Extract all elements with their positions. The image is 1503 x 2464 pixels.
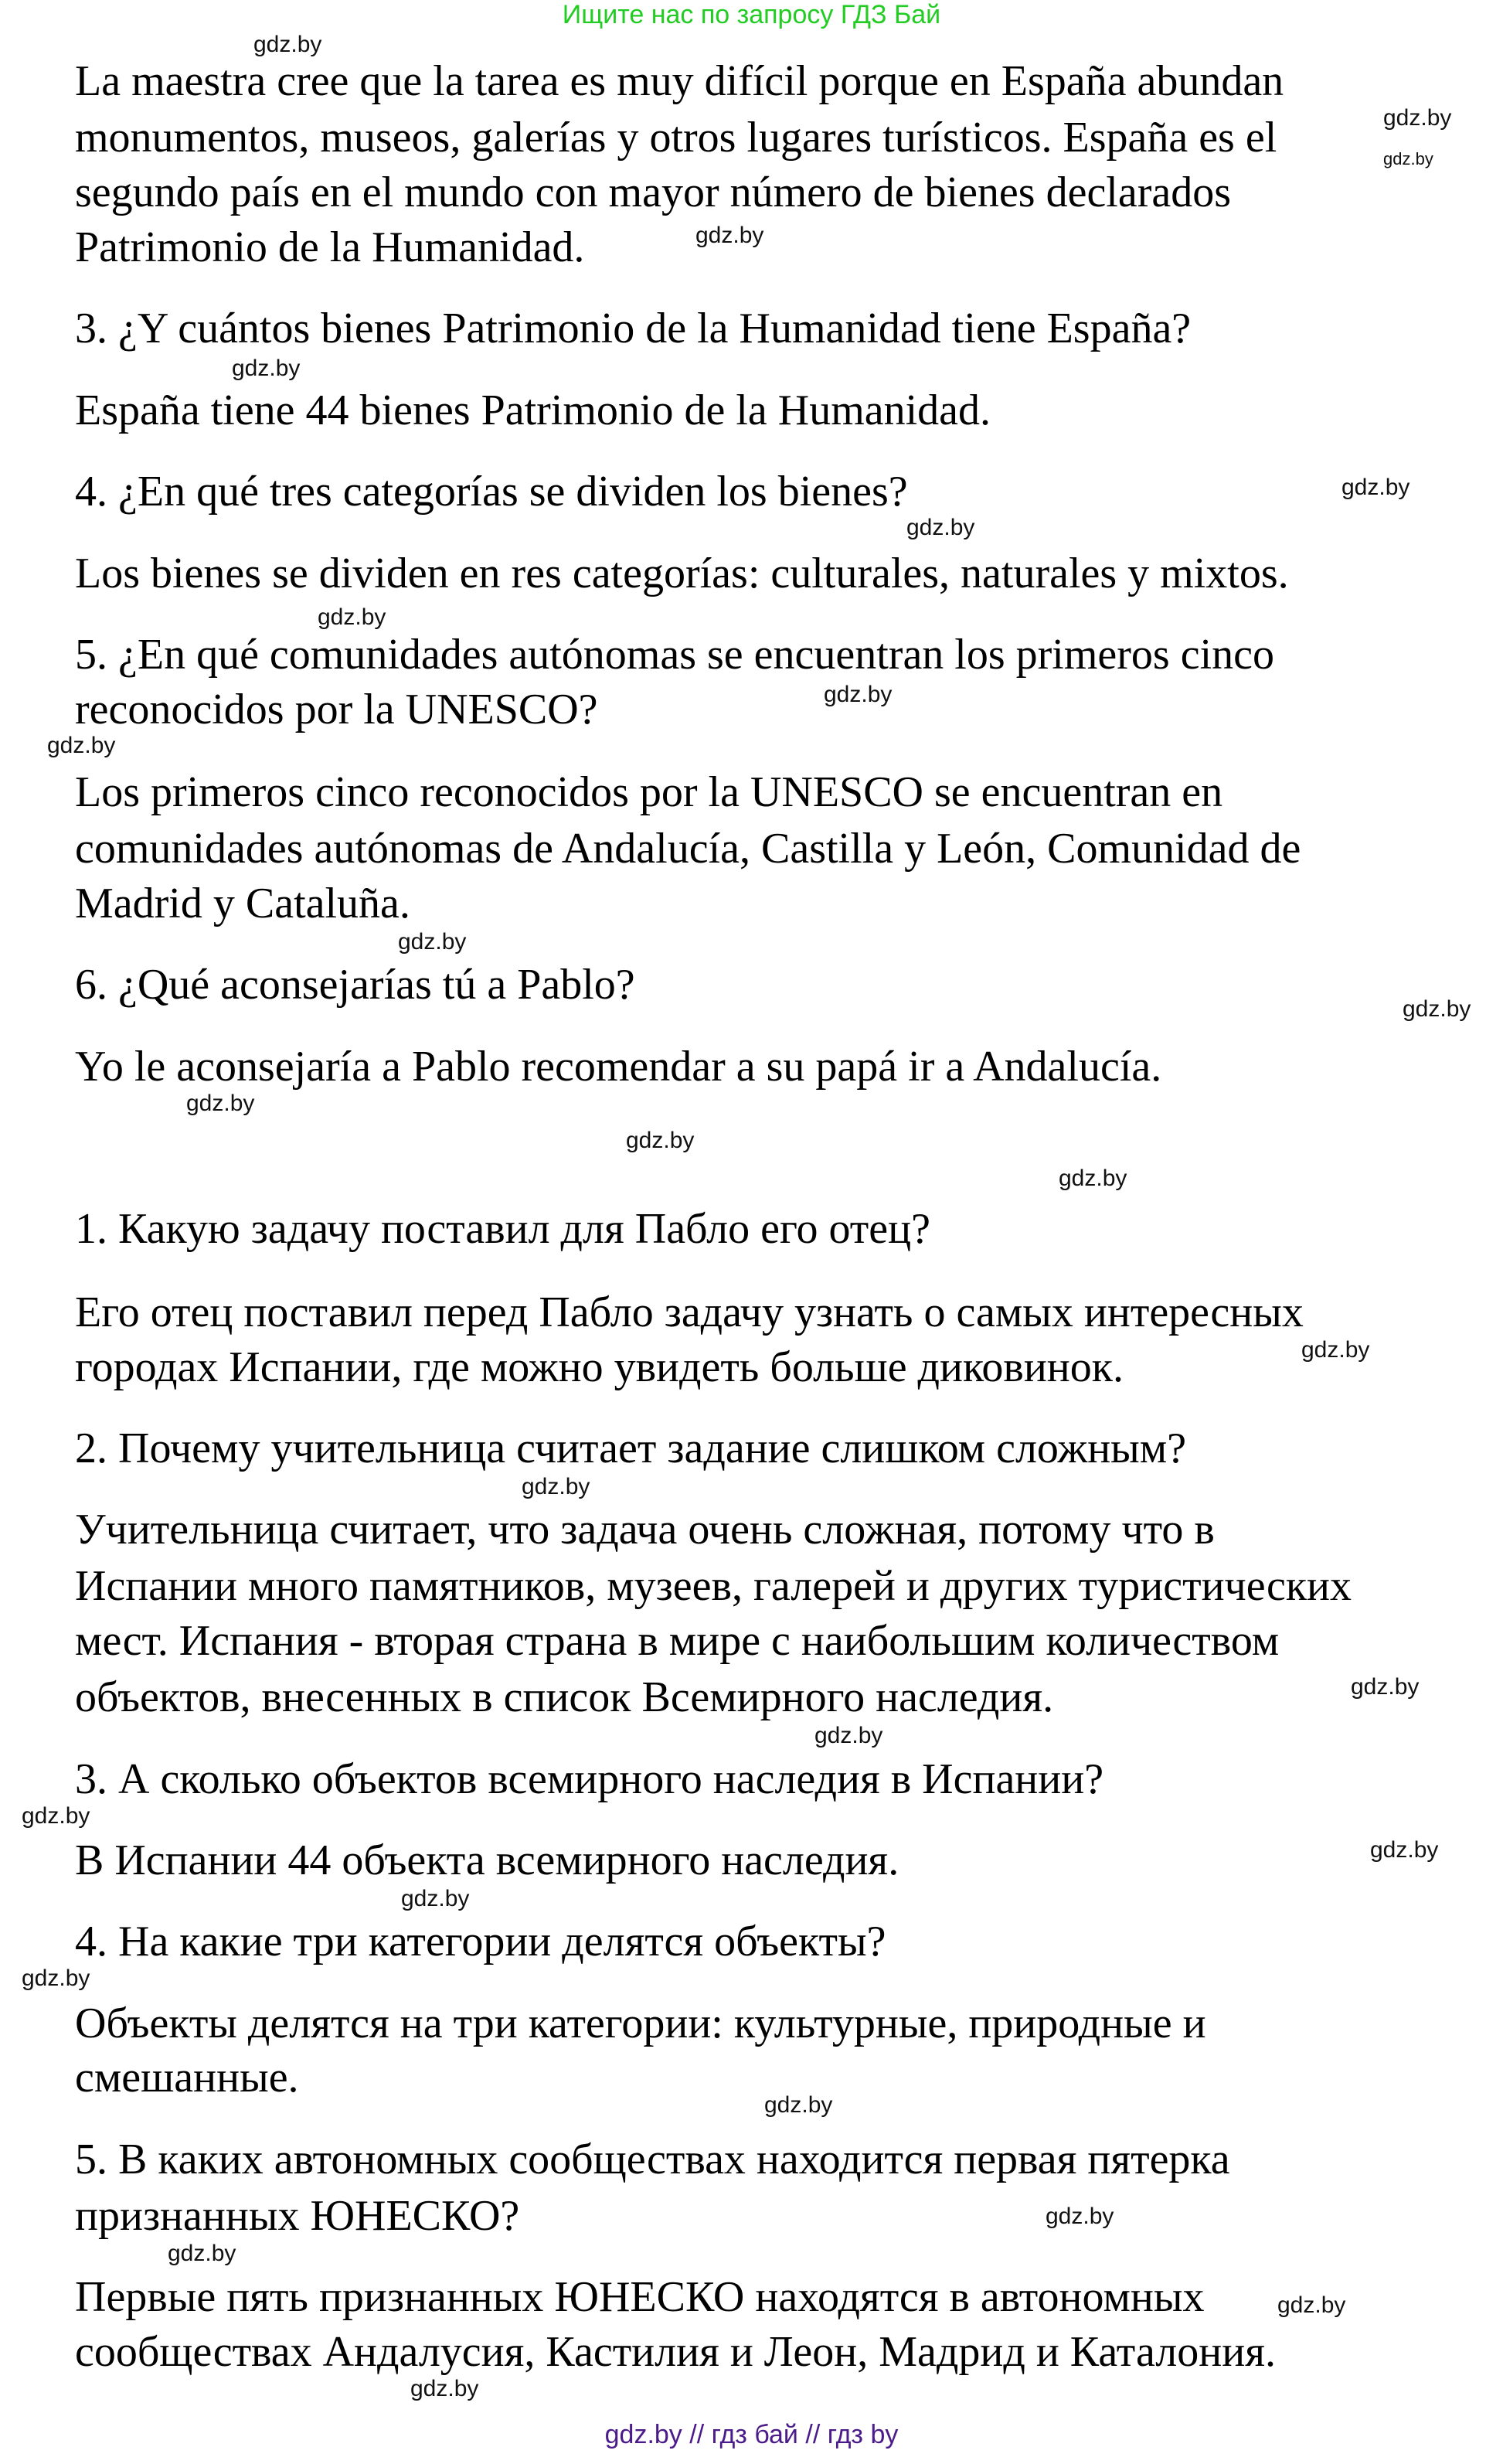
watermark: gdz.by bbox=[168, 2241, 236, 2266]
text-line: España tiene 44 bienes Patrimonio de la Humanidad. bbox=[75, 386, 991, 434]
text-line: 4. На какие три категории делятся объекты? bbox=[75, 1918, 886, 1965]
watermark: gdz.by bbox=[22, 1965, 90, 1991]
watermark: gdz.by bbox=[1046, 2204, 1114, 2229]
text-line: городах Испании, где можно увидеть больше диковинок. bbox=[75, 1343, 1124, 1391]
watermark: gdz.by bbox=[186, 1091, 255, 1116]
watermark: gdz.by bbox=[1277, 2292, 1346, 2318]
text-line: 3. А сколько объектов всемирного наследия в Испании? bbox=[75, 1755, 1104, 1803]
watermark: gdz.by bbox=[695, 223, 764, 248]
text-line: comunidades autónomas de Andalucía, Castilla y León, Comunidad de bbox=[75, 825, 1301, 873]
watermark: gdz.by bbox=[401, 1886, 470, 1911]
text-line: segundo país en el mundo con mayor número de bienes declarados bbox=[75, 168, 1232, 216]
text-line: мест. Испания - вторая страна в мире с наибольшим количеством bbox=[75, 1617, 1280, 1665]
header-banner: Ищите нас по запросу ГДЗ Бай bbox=[562, 0, 941, 29]
watermark: gdz.by bbox=[1370, 1837, 1439, 1863]
watermark: gdz.by bbox=[764, 2092, 833, 2118]
watermark: gdz.by bbox=[906, 515, 975, 540]
watermark: gdz.by bbox=[626, 1128, 695, 1153]
text-line: Los primeros cinco reconocidos por la UNESCO se encuentran en bbox=[75, 768, 1223, 816]
text-line: В Испании 44 объекта всемирного наследия. bbox=[75, 1836, 899, 1884]
footer-links: gdz.by // гдз бай // гдз by bbox=[604, 2420, 899, 2449]
text-line: La maestra cree que la tarea es muy difícil porque en España abundan bbox=[75, 57, 1284, 105]
text-line: 3. ¿Y cuántos bienes Patrimonio de la Humanidad tiene España? bbox=[75, 305, 1192, 352]
watermark: gdz.by bbox=[1383, 149, 1433, 168]
text-line: 1. Какую задачу поставил для Пабло его отец? bbox=[75, 1205, 930, 1253]
text-line: Первые пять признанных ЮНЕСКО находятся в автономных bbox=[75, 2273, 1205, 2321]
text-line: Объекты делятся на три категории: культурные, природные и bbox=[75, 1999, 1206, 2047]
watermark: gdz.by bbox=[1403, 996, 1471, 1022]
text-line: Испании много памятников, музеев, галерей и других туристических bbox=[75, 1562, 1352, 1610]
watermark: gdz.by bbox=[47, 733, 116, 758]
watermark: gdz.by bbox=[1383, 105, 1452, 131]
watermark: gdz.by bbox=[824, 682, 893, 707]
text-line: 5. В каких автономных сообществах находится первая пятерка bbox=[75, 2136, 1230, 2183]
text-line: 6. ¿Qué aconsejarías tú a Pablo? bbox=[75, 961, 635, 1009]
text-line: 4. ¿En qué tres categorías se dividen los bienes? bbox=[75, 468, 908, 516]
watermark: gdz.by bbox=[1059, 1166, 1127, 1191]
text-line: Его отец поставил перед Пабло задачу узнать о самых интересных bbox=[75, 1288, 1304, 1336]
watermark: gdz.by bbox=[398, 929, 467, 955]
text-line: 2. Почему учительница считает задание слишком сложным? bbox=[75, 1424, 1187, 1472]
watermark: gdz.by bbox=[232, 356, 301, 381]
watermark: gdz.by bbox=[1301, 1337, 1370, 1363]
text-line: monumentos, museos, galerías y otros lugares turísticos. España es el bbox=[75, 114, 1277, 162]
text-line: признанных ЮНЕСКО? bbox=[75, 2192, 520, 2240]
watermark: gdz.by bbox=[22, 1803, 90, 1829]
text-line: 5. ¿En qué comunidades autónomas se encuentran los primeros cinco bbox=[75, 631, 1274, 679]
watermark: gdz.by bbox=[318, 604, 386, 630]
text-line: Los bienes se dividen en res categorías: culturales, naturales y mixtos. bbox=[75, 550, 1289, 597]
watermark: gdz.by bbox=[1351, 1674, 1420, 1700]
watermark: gdz.by bbox=[1341, 475, 1410, 500]
text-line: reconocidos por la UNESCO? bbox=[75, 686, 598, 733]
text-line: Madrid y Cataluña. bbox=[75, 880, 410, 927]
text-line: сообществах Андалусия, Кастилия и Леон, Мадрид и Каталония. bbox=[75, 2328, 1276, 2376]
text-line: объектов, внесенных в список Всемирного наследия. bbox=[75, 1673, 1054, 1721]
watermark: gdz.by bbox=[522, 1474, 590, 1499]
text-line: Patrimonio de la Humanidad. bbox=[75, 223, 585, 271]
text-line: смешанные. bbox=[75, 2054, 299, 2102]
text-line: Yo le aconsejaría a Pablo recomendar a su papá ir a Andalucía. bbox=[75, 1043, 1162, 1091]
watermark: gdz.by bbox=[814, 1723, 883, 1748]
text-line: Учительница считает, что задача очень сложная, потому что в bbox=[75, 1506, 1215, 1554]
watermark: gdz.by bbox=[410, 2376, 479, 2401]
watermark: gdz.by bbox=[253, 32, 322, 57]
